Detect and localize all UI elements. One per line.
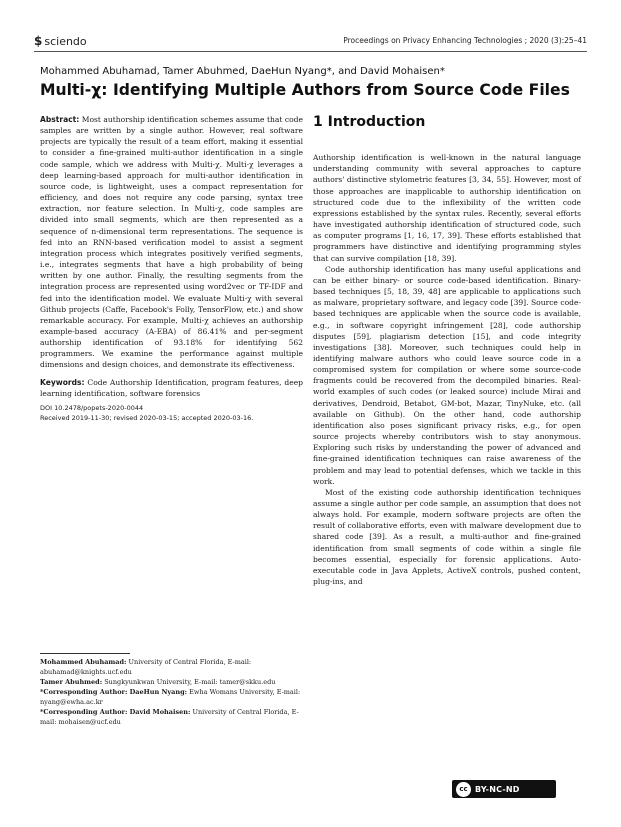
sciendo-logo-icon: $ — [34, 34, 43, 48]
page-header — [34, 34, 587, 52]
abstract-label: Abstract: — [40, 115, 80, 124]
cc-license-badge — [452, 780, 556, 798]
paragraph: Code authorship identification has many useful applications and can be either binary- or source code-based identification. Binary-based techniques [5, 18, 39, 48] are applicable to applications such as malware, proprietary software, and legacy code [39]. Source code-based techniques are applicable when the source code is available, e.g., in software copyright infringement [28], code authorship disputes [59], plagiarism detection [15], and code integrity investigations [38]. Moreover, such techniques could help in identifying malware authors who could leave source code in a compromised system for compilation or where some source-code fragments could be recovered from the decompiled binaries. Real-world examples of such codes (or leaked source) include Mirai and derivatives, Dendroid, Betabot, GM-bot, Mazar, TinyNuke, etc. (all available on Github). On the other hand, code authorship identification also poses significant privacy risks, e.g., for open source projects whereby contributors wish to stay anonymous. Exploring such risks by understanding the power of advanced and fine-grained identification techniques can raise awareness of the problem and may lead to potential defenses, which we tackle in this work. — [313, 264, 581, 486]
footnote-item: Tamer Abuhmed: Sungkyunkwan University, E-mail: tamer@skku.edu — [40, 678, 276, 686]
keywords-label: Keywords: — [40, 377, 85, 387]
footnote-divider — [40, 653, 130, 654]
footnote-item: *Corresponding Author: David Mohaisen: University of Central Florida, E-mail: mohaisen@ucf.edu — [40, 708, 299, 726]
footnote-item: *Corresponding Author: DaeHun Nyang: Ewha Womans University, E-mail: nyang@ewha.ac.kr — [40, 688, 301, 706]
paper-title: Multi-χ: Identifying Multiple Authors from Source Code Files — [40, 81, 570, 99]
received-dates: Received 2019-11-30; revised 2020-03-15; accepted 2020-03-16. — [40, 414, 254, 423]
footnote-item: Mohammed Abuhamad: University of Central Florida, E-mail: abuhamad@knights.ucf.edu — [40, 658, 252, 676]
keywords-text: Code Authorship Identification, program features, deep learning identification, software forensics — [40, 377, 303, 398]
left-column — [40, 114, 303, 424]
keywords — [40, 377, 303, 399]
abstract — [40, 114, 303, 371]
author-list: Mohammed Abuhamad, Tamer Abuhmed, DaeHun Nyang*, and David Mohaisen* — [40, 66, 445, 77]
abstract-text: Most authorship identification schemes assume that code samples are written by a single author. However, real software projects are typically the result of a team effort, making it essential to consider a fine-grained multi-author identification in a single code sample, which we address with Multi-χ. Multi-χ leverages a deep learning-based approach for multi-author identification in source code, is lightweight, uses a compact representation for efficiency, and does not require any code parsing, syntax tree extraction, nor feature selection. In Multi-χ, code samples are divided into small segments, which are then represented as a sequence of n-dimensional term representations. The sequence is fed into an RNN-based verification model to assist a segment integration process which integrates positively verified segments, i.e., integrates segments that have a high probability of being written by one author. Finally, the resulting segments from the integration process are represented using word2vec or TF-IDF and fed into the identification model. We evaluate Multi-χ with several Github projects (Caffe, Facebook's Folly, TensorFlow, etc.) and show remarkable accuracy. For example, Multi-χ achieves an authorship example-based accuracy (A-EBA) of 86.41% and per-segment authorship identification of 93.18% for identifying 562 programmers. We examine the performance against multiple dimensions and design choices, and demonstrate its effectiveness. — [40, 115, 303, 370]
paragraph: Authorship identification is well-known in the natural language understanding community with several approaches to capture authors' distinctive stylometric features [3, 34, 55]. However, most of those approaches are inapplicable to authorship identification on structured code due to the inflexibility of the written code expressions established by the syntax rules. Recently, several efforts have investigated authorship identification of structured code, such as computer programs [1, 16, 17, 39]. These efforts established that programmers have distinctive and identifying programming styles that can survive compilation [18, 39]. — [313, 153, 581, 263]
right-column — [313, 112, 581, 587]
paragraph: Most of the existing code authorship identification techniques assume a single author per code sample, an assumption that does not always hold. For example, modern software projects are often the result of collaborative efforts, even with malware development due to shared code [39]. As a result, a multi-author and fine-grained identification from small segments of code within a single file becomes essential, especially for forensic applications. Auto-executable code in Java Applets, ActiveX controls, pushed content, plug-ins, and — [313, 487, 581, 587]
doi: DOI 10.2478/popets-2020-0044 — [40, 403, 144, 412]
publisher-name: sciendo — [44, 35, 87, 48]
author-affiliations — [40, 657, 303, 727]
license-label: BY-NC-ND — [475, 784, 520, 794]
creative-commons-icon: cc — [456, 782, 471, 797]
publisher-logo — [34, 34, 87, 48]
section-heading: 1 Introduction — [313, 114, 426, 130]
journal-reference: Proceedings on Privacy Enhancing Technologies ; 2020 (3):25–41 — [343, 36, 587, 45]
